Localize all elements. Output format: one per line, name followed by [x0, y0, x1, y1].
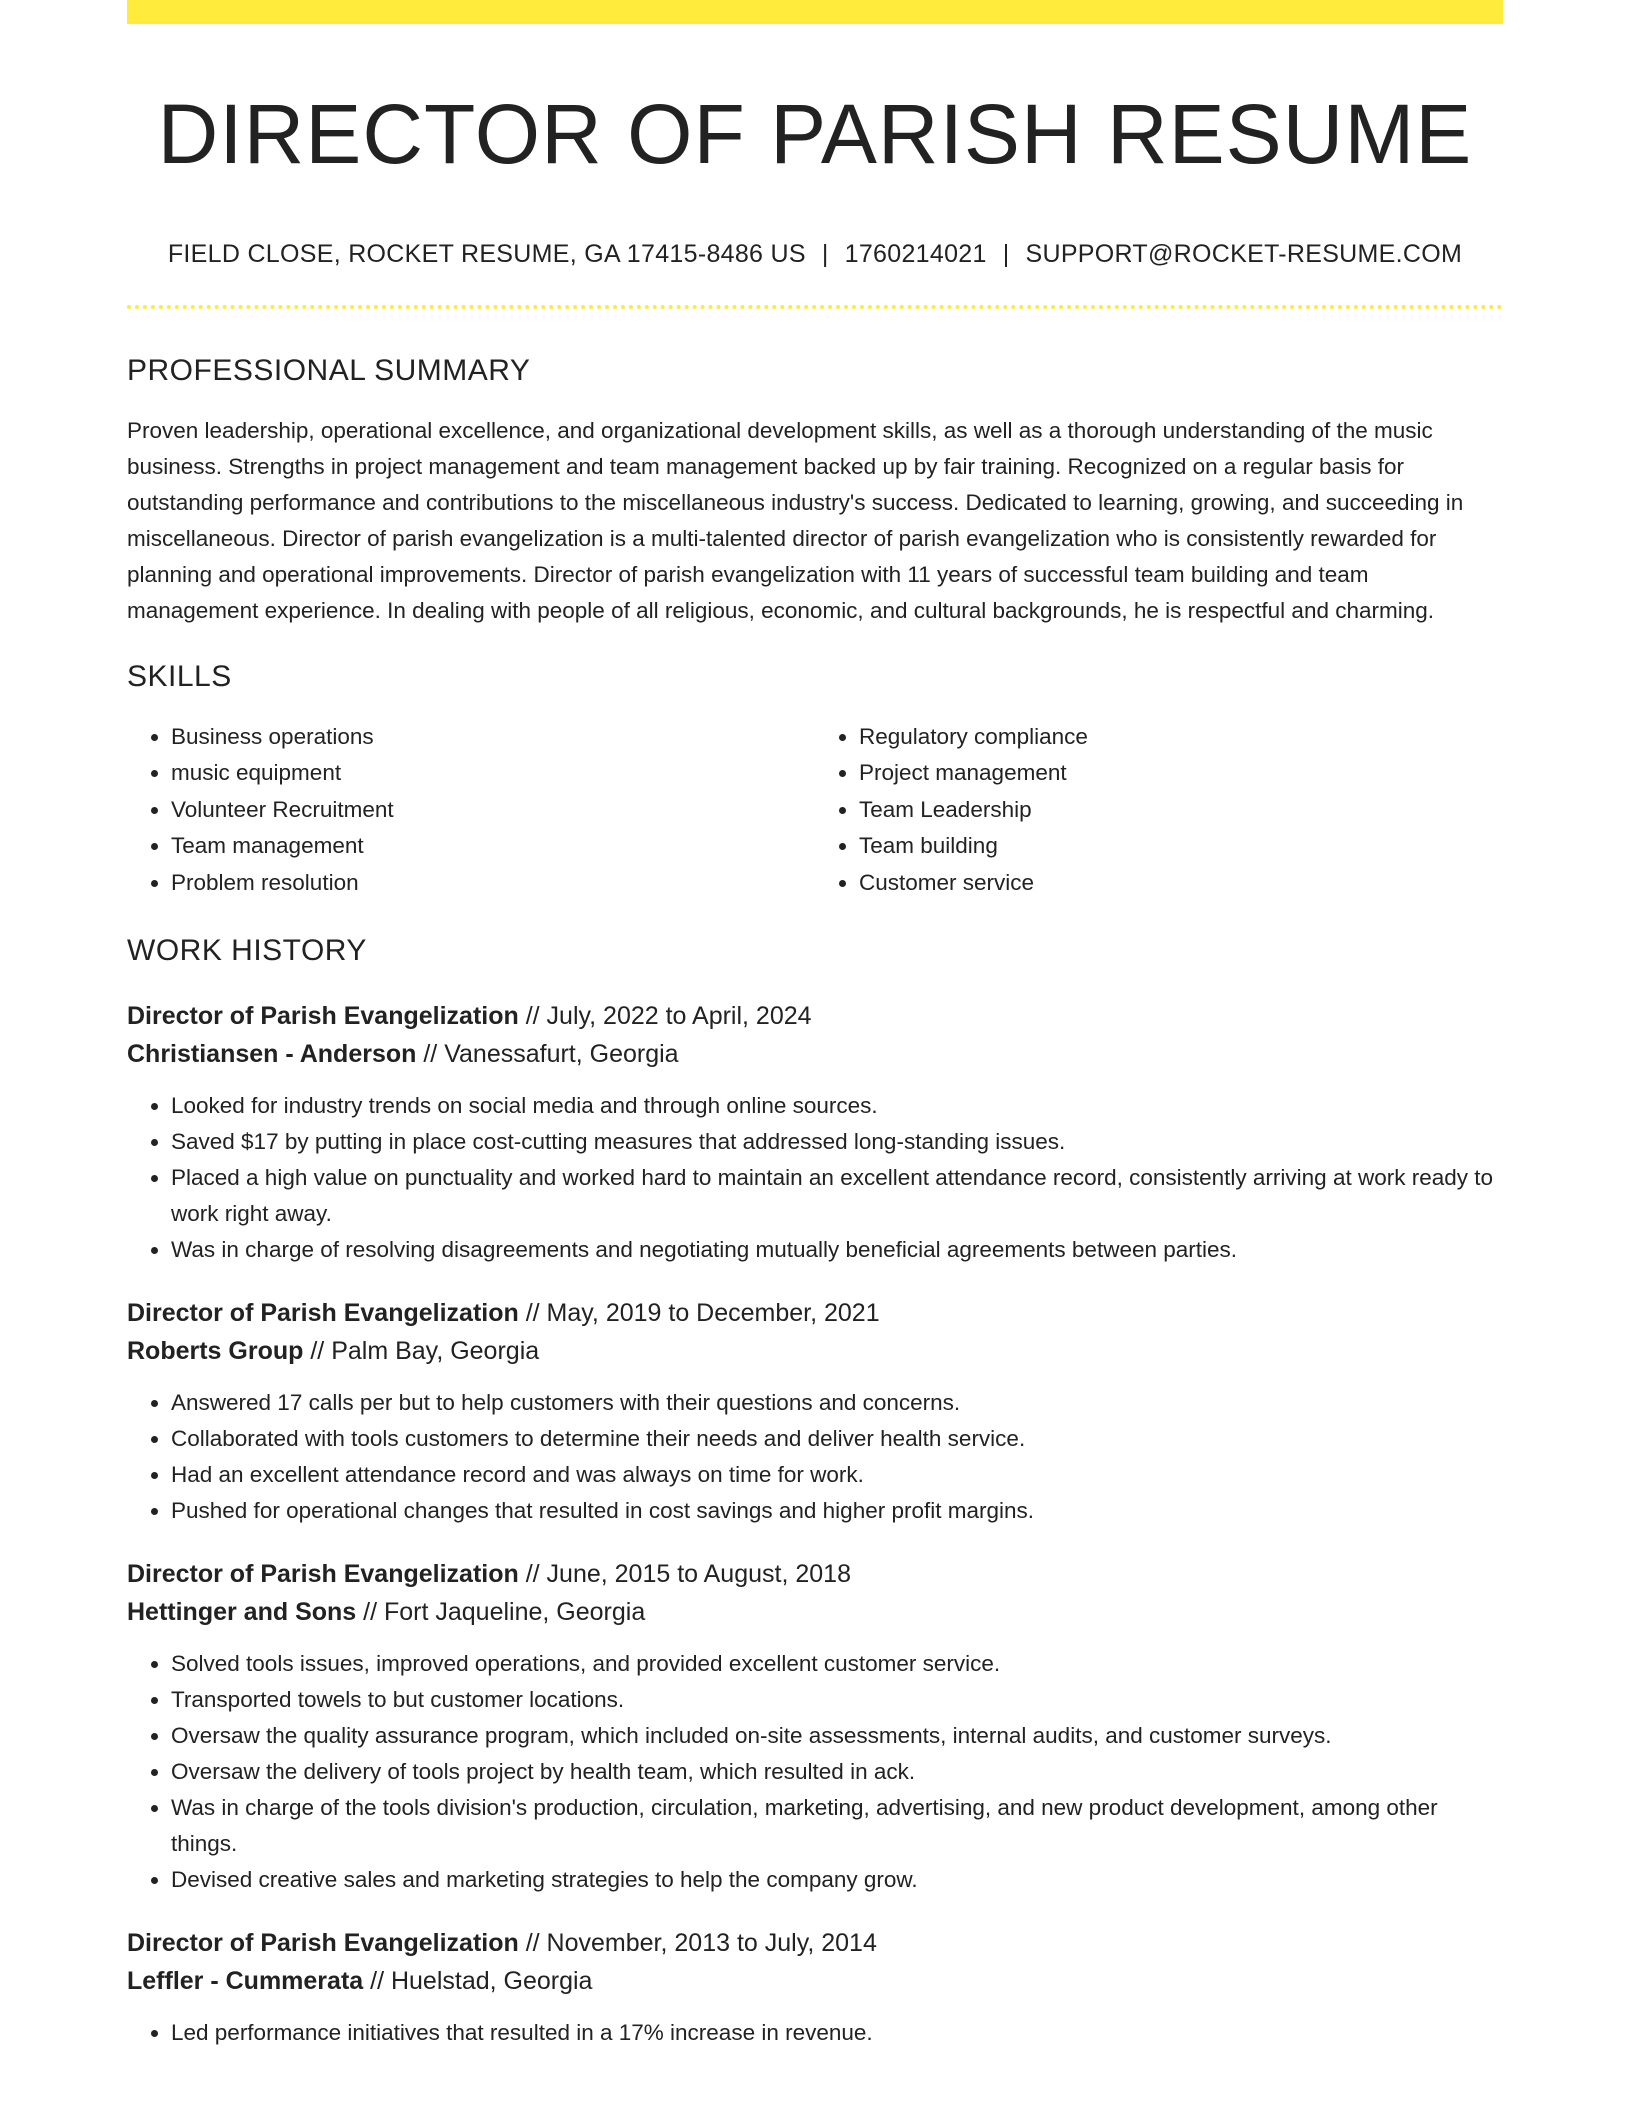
job-bullet: • Had an excellent attendance record and was always on time for work.: [171, 1457, 1503, 1493]
job-location: // Huelstad, Georgia: [363, 1967, 593, 1996]
dotted-divider: [127, 305, 1503, 309]
summary-heading: PROFESSIONAL SUMMARY: [127, 353, 531, 387]
job-role-line: [127, 997, 1503, 1035]
job-company-line: [127, 1962, 1503, 2000]
job-dates: // November, 2013 to July, 2014: [518, 1929, 877, 1958]
job-bullets: [127, 1088, 1503, 1268]
skill-item: • Team Leadership: [859, 792, 1503, 829]
skill-item: • Team building: [859, 828, 1503, 865]
job-bullet: • Led performance initiatives that resulted in a 17% increase in revenue.: [171, 2015, 1503, 2051]
job-company-line: [127, 1593, 1503, 1631]
job-bullet: • Was in charge of resolving disagreements and negotiating mutually beneficial agreements between parties.: [171, 1232, 1503, 1268]
skills-column-left: [127, 719, 815, 902]
job-company: Hettinger and Sons: [127, 1598, 357, 1627]
job-dates: // May, 2019 to December, 2021: [518, 1299, 880, 1328]
job-dates: // July, 2022 to April, 2024: [518, 1002, 812, 1031]
job-company-line: [127, 1035, 1503, 1073]
summary-text: Proven leadership, operational excellence, and organizational development skills, as well as a thorough understanding of the music business. Strengths in project management and team management backed up by fair training. Recognized on a regular basis for outstanding performance and contributions to the miscellaneous industry's success. Dedicated to learning, growing, and succeeding in miscellaneous. Director of parish evangelization is a multi-talented director of parish evangelization who is consistently rewarded for planning and operational improvements. Director of parish evangelization with 11 years of successful team building and team management experience. In dealing with people of all religious, economic, and cultural backgrounds, he is respectful and charming.: [127, 417, 1464, 623]
job-bullet: • Collaborated with tools customers to determine their needs and deliver health service.: [171, 1421, 1503, 1457]
skill-item: • Business operations: [171, 719, 815, 756]
contact-address: FIELD CLOSE, ROCKET RESUME, GA 17415-8486 US: [167, 239, 806, 268]
skills-heading: SKILLS: [127, 659, 232, 693]
job-role: Director of Parish Evangelization: [127, 1929, 519, 1958]
contact-phone: 1760214021: [844, 239, 987, 268]
job-bullets: [127, 2015, 1503, 2051]
job-bullet: • Solved tools issues, improved operations, and provided excellent customer service.: [171, 1646, 1503, 1682]
job-bullet: • Transported towels to but customer locations.: [171, 1682, 1503, 1718]
job-bullets: [127, 1385, 1503, 1529]
contact-line: [127, 239, 1503, 269]
job-dates: // June, 2015 to August, 2018: [518, 1560, 851, 1589]
job-role: Director of Parish Evangelization: [127, 1299, 519, 1328]
job-role-line: [127, 1294, 1503, 1332]
job-location: // Palm Bay, Georgia: [303, 1337, 540, 1366]
job-entry: [127, 997, 1503, 1268]
job-bullet: • Answered 17 calls per but to help customers with their questions and concerns.: [171, 1385, 1503, 1421]
job-entry: [127, 1294, 1503, 1529]
job-role: Director of Parish Evangelization: [127, 1002, 519, 1031]
job-location: // Fort Jaqueline, Georgia: [356, 1598, 646, 1627]
resume-title: DIRECTOR OF PARISH RESUME: [157, 87, 1473, 181]
skill-item: • Project management: [859, 755, 1503, 792]
work-history-heading: WORK HISTORY: [127, 934, 367, 968]
job-entry: [127, 1555, 1503, 1898]
resume-page: [127, 0, 1503, 2051]
job-bullet: • Placed a high value on punctuality and worked hard to maintain an excellent attendance record, consistently arriving at work ready to work right away.: [171, 1160, 1503, 1232]
job-bullet: • Looked for industry trends on social media and through online sources.: [171, 1088, 1503, 1124]
job-role-line: [127, 1555, 1503, 1593]
job-role-line: [127, 1924, 1503, 1962]
job-location: // Vanessafurt, Georgia: [416, 1040, 679, 1069]
job-company: Roberts Group: [127, 1337, 304, 1366]
skill-item: • Regulatory compliance: [859, 719, 1503, 756]
contact-separator: |: [821, 239, 829, 268]
skills-column-right: [815, 719, 1503, 902]
job-bullet: • Oversaw the delivery of tools project by health team, which resulted in ack.: [171, 1754, 1503, 1790]
skills-grid: [127, 719, 1503, 902]
accent-bar: [127, 0, 1503, 24]
job-bullet: • Devised creative sales and marketing strategies to help the company grow.: [171, 1862, 1503, 1898]
skill-item: • Problem resolution: [171, 865, 815, 902]
skill-item: • music equipment: [171, 755, 815, 792]
job-bullet: • Saved $17 by putting in place cost-cutting measures that addressed long-standing issues.: [171, 1124, 1503, 1160]
job-bullet: • Pushed for operational changes that resulted in cost savings and higher profit margins.: [171, 1493, 1503, 1529]
job-bullet: • Oversaw the quality assurance program, which included on-site assessments, internal audits, and customer surveys.: [171, 1718, 1503, 1754]
contact-email: SUPPORT@ROCKET-RESUME.COM: [1025, 239, 1463, 268]
job-entry: [127, 1924, 1503, 2051]
job-bullet: • Was in charge of the tools division's production, circulation, marketing, advertising, and new product development, among other things.: [171, 1790, 1503, 1862]
job-bullets: [127, 1646, 1503, 1898]
job-role: Director of Parish Evangelization: [127, 1560, 519, 1589]
job-company: Christiansen - Anderson: [127, 1040, 417, 1069]
skill-item: • Volunteer Recruitment: [171, 792, 815, 829]
skill-item: • Customer service: [859, 865, 1503, 902]
contact-separator: |: [1002, 239, 1010, 268]
skill-item: • Team management: [171, 828, 815, 865]
job-company: Leffler - Cummerata: [127, 1967, 364, 1996]
job-company-line: [127, 1332, 1503, 1370]
